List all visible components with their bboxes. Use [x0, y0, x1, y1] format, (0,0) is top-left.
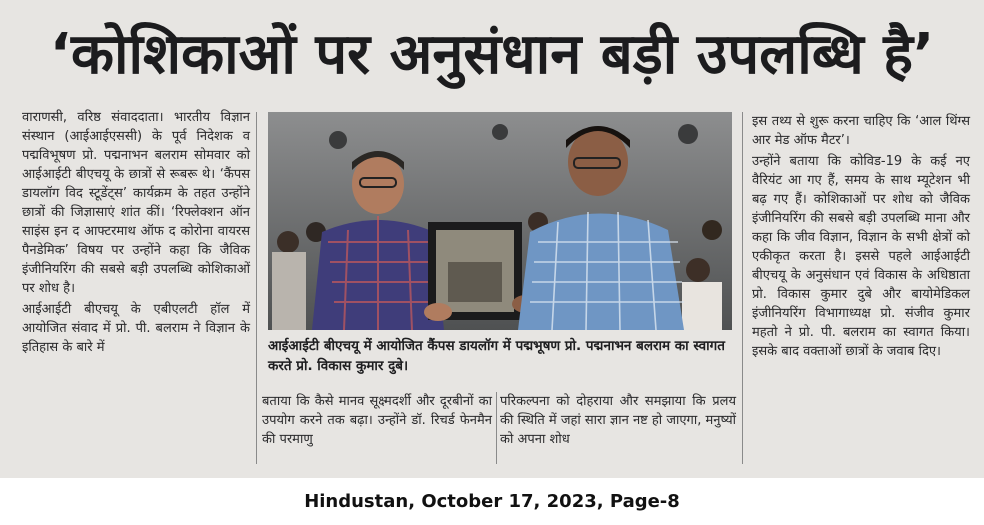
middle-paragraph-1: बताया कि कैसे मानव सूक्ष्मदर्शी और दूरबीनों का उपयोग करने तक बढ़ा। उन्होंने डॉ. रिचर्ड फेनमैन की परमाणु	[262, 394, 492, 447]
photo-caption: आईआईटी बीएचयू में आयोजित कैंपस डायलॉग में पद्मभूषण प्रो. पद्मनाभन बलराम का स्वागत करते प्रो. विकास कुमार दुबे।	[268, 338, 725, 374]
news-photo	[268, 112, 732, 330]
left-paragraph-2: आईआईटी बीएचयू के एबीएलटी हॉल में आयोजित संवाद में प्रो. पी. बलराम ने विज्ञान के इतिहास के बारे में	[22, 302, 250, 355]
column-divider-left	[256, 112, 257, 464]
column-divider-mid	[496, 392, 497, 464]
middle-column-2	[500, 392, 736, 451]
right-paragraph-1: इस तथ्य से शुरू करना चाहिए कि ‘आल थिंग्स आर मेड ऑफ मैटर’।	[752, 114, 970, 148]
headline: ‘कोशिकाओं पर अनुसंधान बड़ी उपलब्धि है’	[49, 22, 935, 87]
left-paragraph-1: वाराणसी, वरिष्ठ संवाददाता। भारतीय विज्ञान संस्थान (आईआईएससी) के पूर्व निदेशक व पद्मविभूषण प्रो. पद्मनाभन बलराम सोमवार को आईआईटी बीएचयू के छात्रों से रूबरू थे। ‘कैंपस डायलॉग विद स्टूडेंट्स’ कार्यक्रम के तहत उन्होंने छात्रों की जिज्ञासाएं शांत कीं। ‘रिफ्लेक्शन ऑन साइंस इन द आफ्टरमाथ ऑफ द कोरोना वायरस पैनडेमिक’ विषय पर उन्होंने कहा कि जैविक इंजीनियरिंग की सबसे बड़ी उपलब्धि कोशिकाओं पर शोध है।	[22, 110, 250, 296]
middle-column-1	[262, 392, 492, 451]
left-column	[22, 108, 250, 359]
column-divider-right	[742, 112, 743, 464]
photo-illustration	[268, 112, 732, 330]
middle-paragraph-2: परिकल्पना को दोहराया और समझाया कि प्रलय की स्थिति में जहां सारा ज्ञान नष्ट हो जाएगा, मनुष्यों को अपना शोध	[500, 394, 736, 447]
source-citation: Hindustan, October 17, 2023, Page-8	[304, 491, 680, 512]
right-column	[752, 112, 970, 363]
right-paragraph-2: उन्होंने बताया कि कोविड-19 के कई नए वैरियंट आ गए हैं, समय के साथ म्यूटेशन भी बढ़ गए हैं। कोशिकाओं पर शोध को जैविक इंजीनियरिंग की सबसे बड़ी उपलब्धि माना और कहा कि जीव विज्ञान, विज्ञान के सभी क्षेत्रों को एकीकृत करता है। इससे पहले आईआईटी बीएचयू के अनुसंधान एवं विकास के अधिष्ठाता प्रो. विकास कुमार दुबे और बायोमेडिकल इंजीनियरिंग विभागाध्यक्ष प्रो. संजीव कुमार महतो ने प्रो. पी. बलराम का स्वागत किया। इसके बाद वक्ताओं छात्रों के जवाब दिए।	[752, 154, 970, 359]
